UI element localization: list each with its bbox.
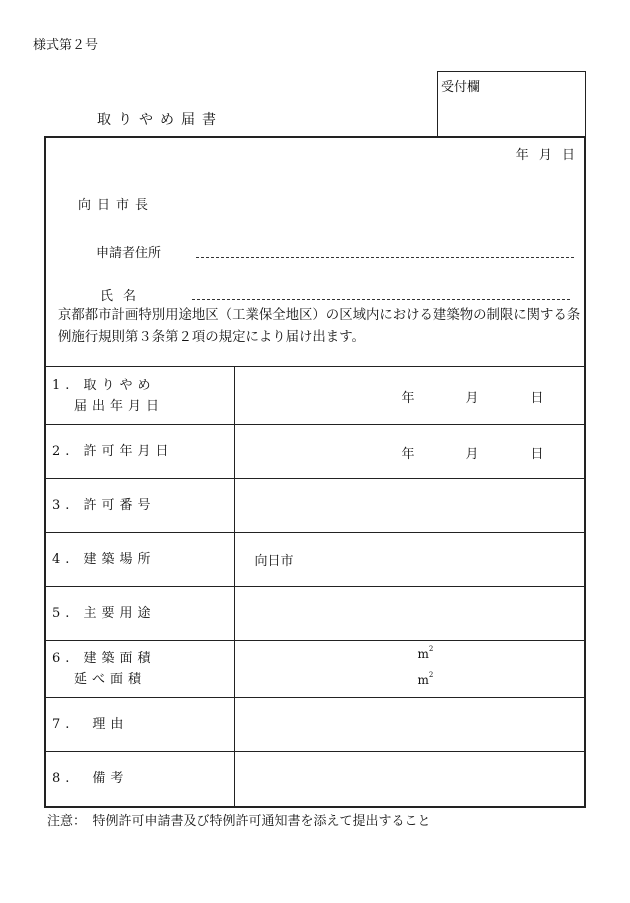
- table-row: [46, 479, 584, 533]
- day-label: 日: [530, 446, 544, 462]
- document-title: 取りやめ届書: [97, 112, 223, 128]
- footer-note: 注意： 特例許可申請書及び特例許可通知書を添えて提出すること: [47, 814, 431, 829]
- row-label: 4. 建築場所: [46, 533, 234, 587]
- month-label: 月: [465, 390, 479, 406]
- table-row: [46, 698, 584, 752]
- applicant-name-field[interactable]: [192, 299, 570, 300]
- reason-field[interactable]: [234, 698, 584, 752]
- main-use-field[interactable]: [234, 587, 584, 641]
- addressee: 向日市長: [78, 198, 155, 213]
- form-number: 様式第２号: [33, 38, 99, 53]
- month-label: 月: [465, 446, 479, 462]
- table-row: [46, 641, 584, 698]
- permit-date-field[interactable]: [234, 425, 584, 479]
- withdrawal-date-field[interactable]: [234, 367, 584, 425]
- area-field[interactable]: [234, 641, 584, 698]
- permit-number-field[interactable]: [234, 479, 584, 533]
- row-label-line: 届出年月日: [74, 398, 165, 414]
- date-line[interactable]: 年 月 日: [515, 148, 578, 163]
- table-row: [46, 533, 584, 587]
- table-row: [46, 752, 584, 806]
- table-row: [46, 425, 584, 479]
- row-label: 2. 許可年月日: [46, 425, 234, 479]
- row-label-line: 6. 建築面積: [52, 651, 156, 666]
- table-row: [46, 587, 584, 641]
- day-label: 日: [530, 390, 544, 406]
- applicant-address-label: 申請者住所: [96, 246, 162, 261]
- row-label-line: 1. 取りやめ: [52, 377, 156, 393]
- items-table: [46, 366, 584, 806]
- square-meter-unit: $m^2$: [417, 645, 434, 661]
- applicant-name-label: 氏名: [100, 289, 147, 304]
- form-body: [44, 136, 586, 808]
- year-label: 年: [401, 390, 415, 406]
- building-location-field[interactable]: 向日市: [234, 533, 584, 587]
- row-label: [46, 367, 234, 425]
- table-row: [46, 367, 584, 425]
- applicant-address-field[interactable]: [196, 257, 574, 258]
- reception-box: [437, 71, 586, 136]
- square-meter-unit: $m^2$: [417, 671, 434, 687]
- row-label: 3. 許可番号: [46, 479, 234, 533]
- declaration-statement: 京都都市計画特別用途地区（工業保全地区）の区域内における建築物の制限に関する条例施行規則第３条第２項の規定により届け出ます。: [58, 308, 581, 345]
- row-label-line: 延べ面積: [74, 672, 147, 687]
- reception-label: 受付欄: [441, 80, 481, 95]
- row-label: 8. 備考: [46, 752, 234, 806]
- row-label: 7. 理由: [46, 698, 234, 752]
- remarks-field[interactable]: [234, 752, 584, 806]
- row-label: 5. 主要用途: [46, 587, 234, 641]
- row-label: [46, 641, 234, 698]
- year-label: 年: [401, 446, 415, 462]
